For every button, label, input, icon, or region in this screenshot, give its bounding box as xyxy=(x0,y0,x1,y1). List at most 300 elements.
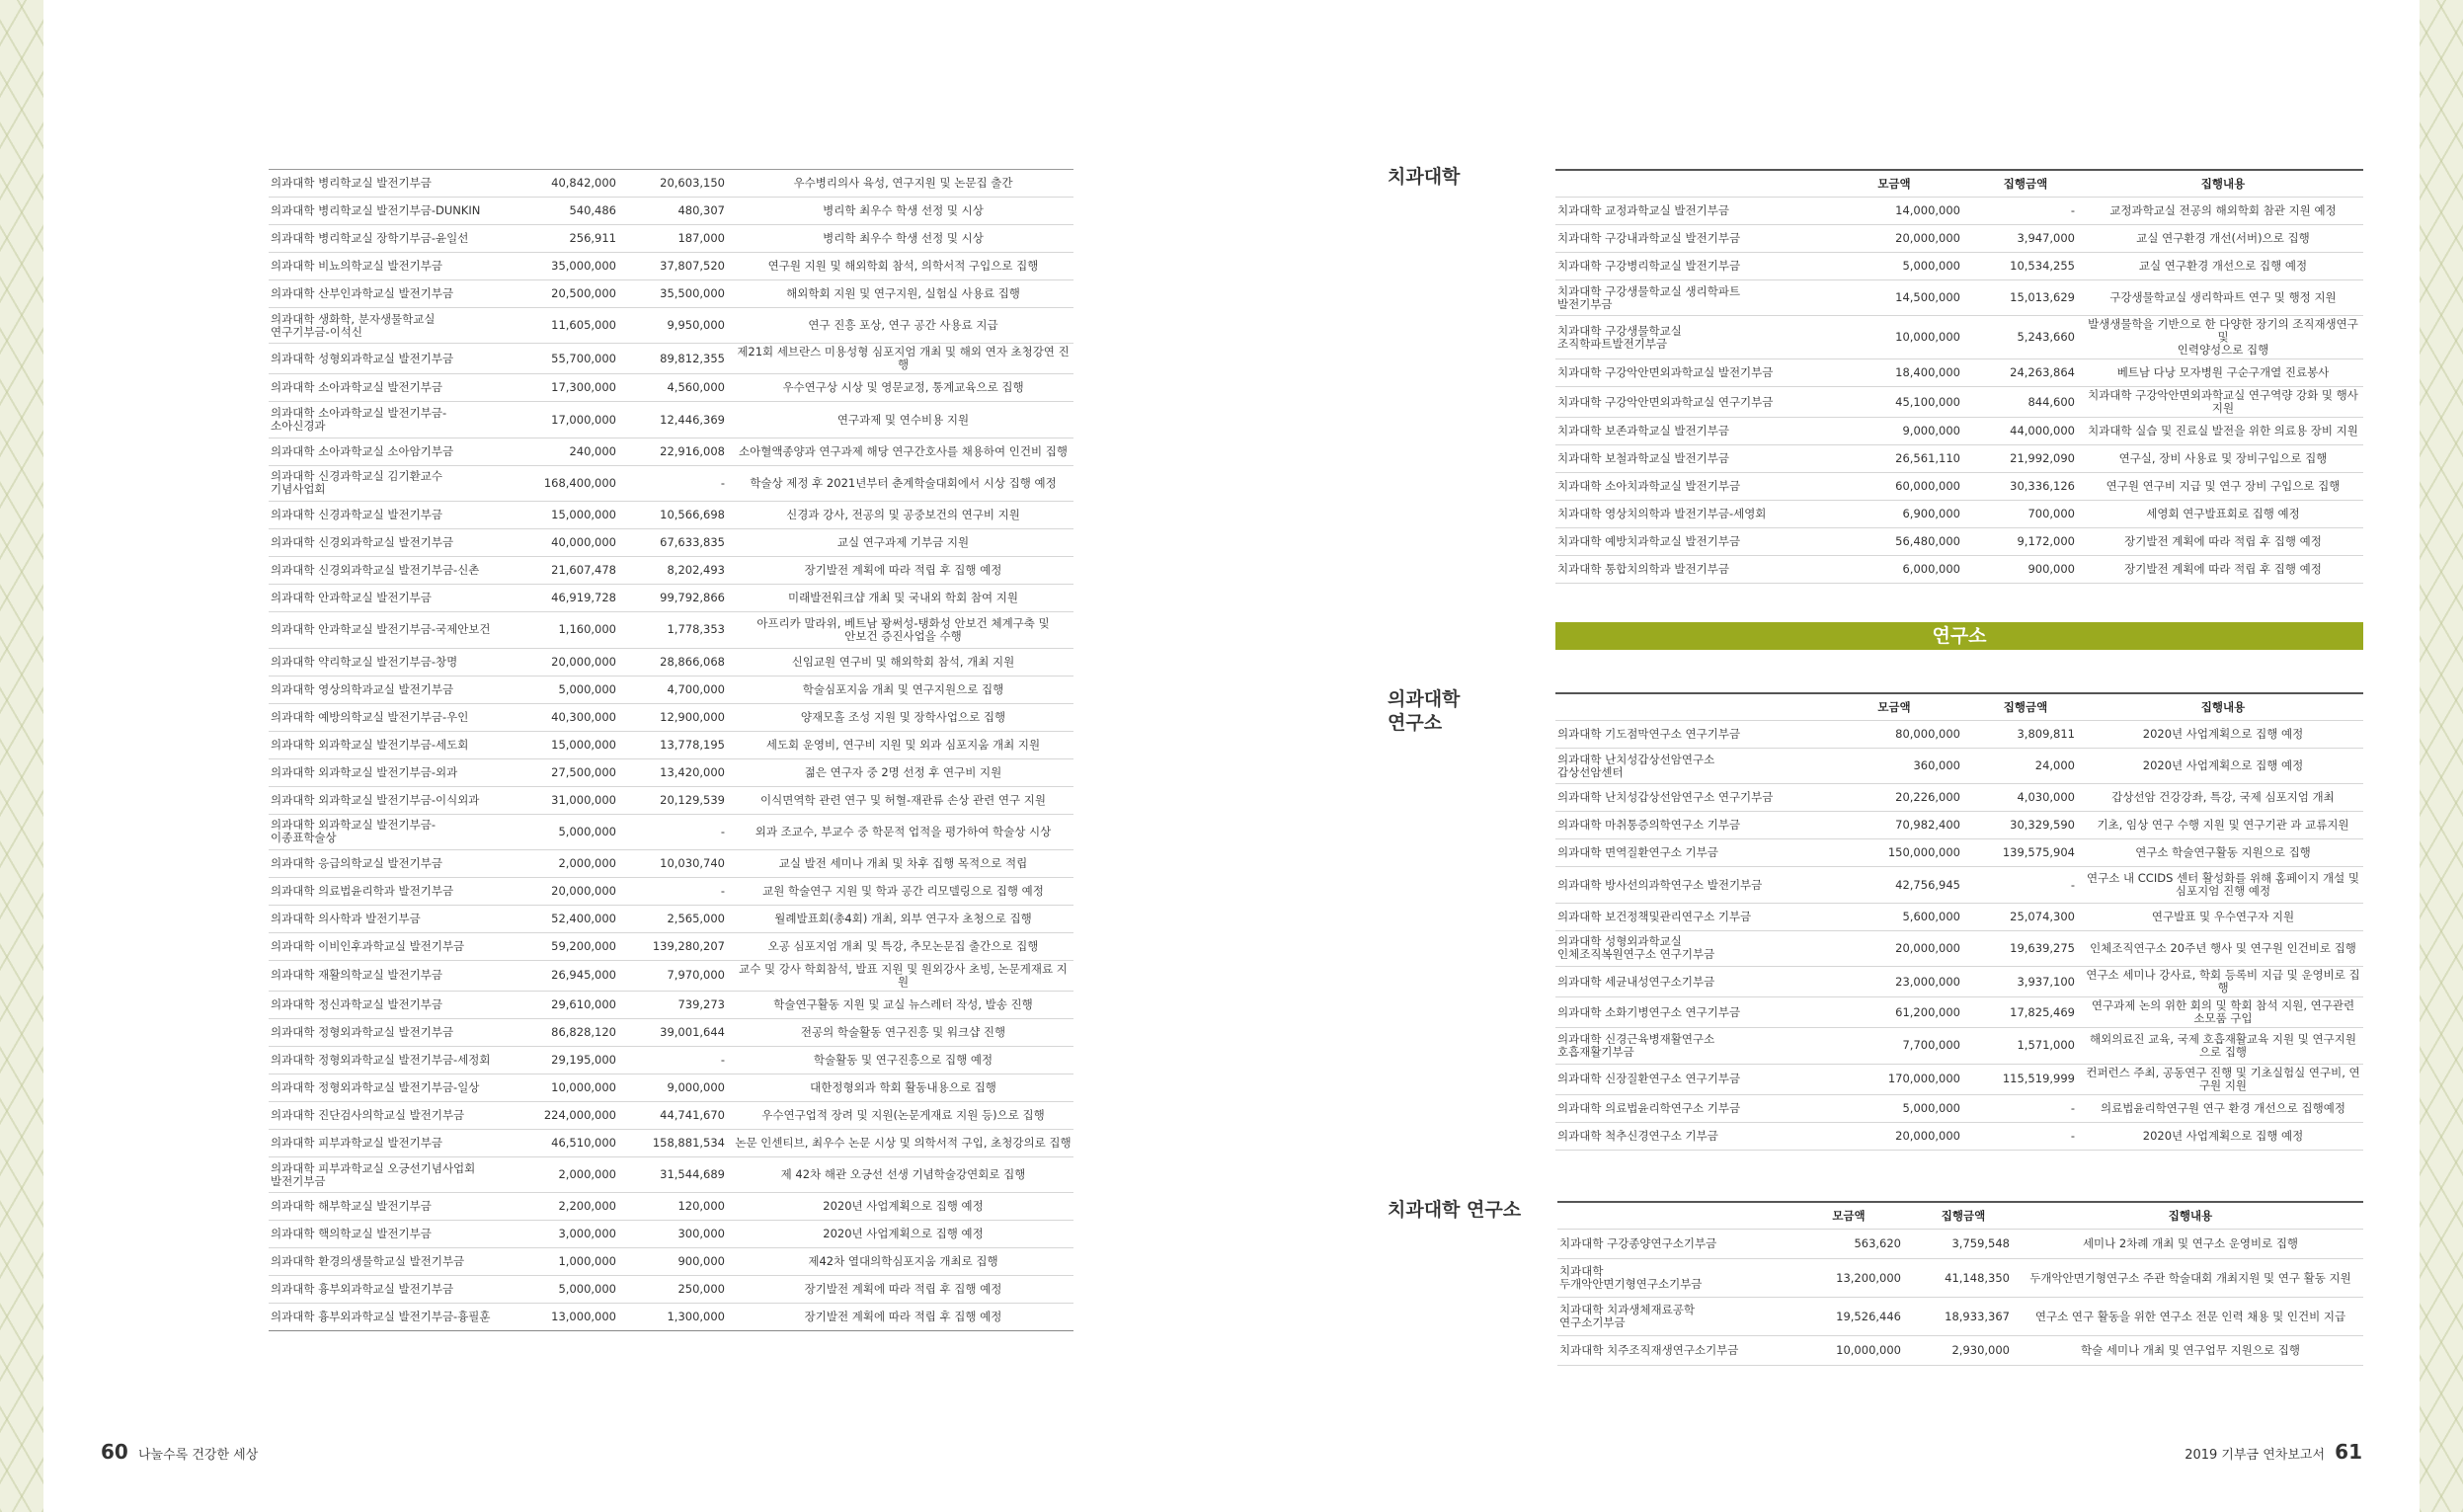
fund-name: 치과대학 두개악안면기형연구소기부금 xyxy=(1557,1259,1788,1298)
raised-amount: 256,911 xyxy=(511,225,624,253)
executed-amount: 480,307 xyxy=(624,198,733,225)
fund-name: 치과대학 구강생물학교실 생리학파트 발전기부금 xyxy=(1555,280,1820,316)
execution-detail: 제 42차 해관 오긍선 선생 기념학술강연회로 집행 xyxy=(733,1156,1073,1192)
execution-detail: 연구과제 논의 위한 회의 및 학회 참석 지원, 연구관련 소모품 구입 xyxy=(2083,997,2363,1028)
executed-amount: 3,947,000 xyxy=(1968,225,2083,253)
fund-name: 치과대학 교정과학교실 발전기부금 xyxy=(1555,198,1820,225)
executed-amount: 35,500,000 xyxy=(624,280,733,308)
raised-amount: 7,700,000 xyxy=(1820,1028,1968,1064)
institute-banner: 연구소 xyxy=(1555,622,2363,650)
executed-amount: 21,992,090 xyxy=(1968,445,2083,473)
fund-name: 의과대학 의료법윤리학과 발전기부금 xyxy=(269,877,511,905)
table-row xyxy=(1555,280,2363,316)
fund-name: 의과대학 정형외과학교실 발전기부금-세정회 xyxy=(269,1046,511,1074)
execution-detail: 제42차 열대의학심포지움 개최로 집행 xyxy=(733,1248,1073,1276)
fund-name: 의과대학 의료법윤리학연구소 기부금 xyxy=(1555,1094,1820,1122)
execution-detail: 학술 세미나 개최 및 연구업무 지원으로 집행 xyxy=(2018,1336,2363,1366)
executed-amount: 900,000 xyxy=(624,1248,733,1276)
raised-amount: 20,226,000 xyxy=(1820,784,1968,812)
raised-amount: 13,000,000 xyxy=(511,1304,624,1331)
fund-name: 의과대학 안과학교실 발전기부금 xyxy=(269,585,511,612)
table-row xyxy=(269,374,1073,402)
raised-amount: 42,756,945 xyxy=(1820,867,1968,903)
fund-name: 치과대학 구강악안면외과학교실 발전기부금 xyxy=(1555,359,1820,387)
left-page-edge-pattern xyxy=(0,0,43,1512)
executed-amount: - xyxy=(1968,867,2083,903)
executed-amount: 15,013,629 xyxy=(1968,280,2083,316)
execution-detail: 장기발전 계획에 따라 적립 후 집행 예정 xyxy=(2083,556,2363,584)
raised-amount: 10,000,000 xyxy=(511,1074,624,1101)
right-footer xyxy=(2185,1440,2362,1464)
fund-name: 의과대학 의사학과 발전기부금 xyxy=(269,905,511,932)
raised-amount: 224,000,000 xyxy=(511,1101,624,1129)
execution-detail: 월례발표회(총4회) 개최, 외부 연구자 초청으로 집행 xyxy=(733,905,1073,932)
execution-detail: 의료법윤리학연구원 연구 환경 개선으로 집행예정 xyxy=(2083,1094,2363,1122)
fund-name: 의과대학 재활의학교실 발전기부금 xyxy=(269,960,511,991)
execution-detail: 아프리카 말라위, 베트남 꽝써성-탱화성 안보건 체계구축 및 안보건 증진사업을 수행 xyxy=(733,612,1073,648)
fund-name: 의과대학 흉부외과학교실 발전기부금-흉필훈 xyxy=(269,1304,511,1331)
execution-detail: 2020년 사업계획으로 집행 예정 xyxy=(2083,1122,2363,1150)
header-executed-amount: 집행금액 xyxy=(1909,1202,2018,1230)
raised-amount: 3,000,000 xyxy=(511,1221,624,1248)
fund-name: 의과대학 정신과학교실 발전기부금 xyxy=(269,991,511,1018)
raised-amount: 360,000 xyxy=(1820,749,1968,784)
raised-amount: 27,500,000 xyxy=(511,758,624,786)
table-row xyxy=(1555,997,2363,1028)
table-row xyxy=(269,932,1073,960)
table-row xyxy=(1555,784,2363,812)
table-row xyxy=(1555,528,2363,556)
executed-amount: 9,950,000 xyxy=(624,308,733,344)
execution-detail: 인체조직연구소 20주년 행사 및 연구원 인건비로 집행 xyxy=(2083,930,2363,966)
executed-amount: 13,778,195 xyxy=(624,731,733,758)
execution-detail: 연구소 학술연구활동 지원으로 집행 xyxy=(2083,839,2363,867)
table-row xyxy=(1555,501,2363,528)
executed-amount: 9,000,000 xyxy=(624,1074,733,1101)
fund-name: 치과대학 소아치과학교실 발전기부금 xyxy=(1555,473,1820,501)
table-row xyxy=(1555,903,2363,930)
execution-detail: 연구원 연구비 지급 및 연구 장비 구입으로 집행 xyxy=(2083,473,2363,501)
dental-section-label: 치과대학 xyxy=(1388,166,1461,188)
executed-amount: 900,000 xyxy=(1968,556,2083,584)
raised-amount: 46,510,000 xyxy=(511,1129,624,1156)
fund-name: 의과대학 응급의학교실 발전기부금 xyxy=(269,849,511,877)
fund-name: 치과대학 보존과학교실 발전기부금 xyxy=(1555,418,1820,445)
fund-name: 의과대학 난치성갑상선암연구소 갑상선암센터 xyxy=(1555,749,1820,784)
table-row xyxy=(269,1276,1073,1304)
raised-amount: 14,000,000 xyxy=(1820,198,1968,225)
header-raised-amount: 모금액 xyxy=(1820,693,1968,721)
executed-amount: 28,866,068 xyxy=(624,648,733,676)
execution-detail: 젊은 연구자 중 2명 선정 후 연구비 지원 xyxy=(733,758,1073,786)
execution-detail: 외과 조교수, 부교수 중 학문적 업적을 평가하여 학술상 시상 xyxy=(733,814,1073,849)
fund-name: 의과대학 해부학교실 발전기부금 xyxy=(269,1193,511,1221)
table-row xyxy=(269,1193,1073,1221)
execution-detail: 세영회 연구발표회로 집행 예정 xyxy=(2083,501,2363,528)
raised-amount: 23,000,000 xyxy=(1820,967,1968,997)
fund-name: 의과대학 외과학교실 발전기부금- 이종표학술상 xyxy=(269,814,511,849)
execution-detail: 교실 연구환경 개선(서버)으로 집행 xyxy=(2083,225,2363,253)
table-row xyxy=(269,529,1073,557)
fund-name: 의과대학 신경외과학교실 발전기부금-신촌 xyxy=(269,557,511,585)
raised-amount: 10,000,000 xyxy=(1820,316,1968,359)
raised-amount: 18,400,000 xyxy=(1820,359,1968,387)
execution-detail: 교실 발전 세미나 개최 및 차후 집행 목적으로 적립 xyxy=(733,849,1073,877)
executed-amount: 2,565,000 xyxy=(624,905,733,932)
execution-detail: 치과대학 실습 및 진료실 발전을 위한 의료용 장비 지원 xyxy=(2083,418,2363,445)
table-row xyxy=(1557,1336,2363,1366)
fund-name: 의과대학 방사선의과학연구소 발전기부금 xyxy=(1555,867,1820,903)
execution-detail: 2020년 사업계획으로 집행 예정 xyxy=(2083,721,2363,749)
executed-amount: 20,129,539 xyxy=(624,786,733,814)
fund-name: 의과대학 약리학교실 발전기부금-창명 xyxy=(269,648,511,676)
table-row xyxy=(269,960,1073,991)
raised-amount: 56,480,000 xyxy=(1820,528,1968,556)
executed-amount: 1,778,353 xyxy=(624,612,733,648)
execution-detail: 연구소 내 CCIDS 센터 활성화를 위해 홈페이지 개설 및 심포지엄 진행 예정 xyxy=(2083,867,2363,903)
table-row xyxy=(269,1129,1073,1156)
executed-amount: 139,280,207 xyxy=(624,932,733,960)
raised-amount: 20,000,000 xyxy=(511,877,624,905)
fund-name: 의과대학 피부과학교실 오긍선기념사업회 발전기부금 xyxy=(269,1156,511,1192)
fund-name: 의과대학 영상의학과교실 발전기부금 xyxy=(269,676,511,703)
table-row xyxy=(269,253,1073,280)
execution-detail: 연구소 세미나 강사료, 학회 등록비 지급 및 운영비로 집행 xyxy=(2083,967,2363,997)
execution-detail: 연구실, 장비 사용료 및 장비구입으로 집행 xyxy=(2083,445,2363,473)
table-row xyxy=(1555,967,2363,997)
table-row xyxy=(269,557,1073,585)
table-row xyxy=(269,786,1073,814)
table-row xyxy=(1555,930,2363,966)
table-row xyxy=(269,344,1073,374)
raised-amount: 61,200,000 xyxy=(1820,997,1968,1028)
executed-amount: 20,603,150 xyxy=(624,170,733,198)
execution-detail: 신임교원 연구비 및 해외학회 참석, 개최 지원 xyxy=(733,648,1073,676)
fund-name: 의과대학 산부인과학교실 발전기부금 xyxy=(269,280,511,308)
executed-amount: 2,930,000 xyxy=(1909,1336,2018,1366)
raised-amount: 13,200,000 xyxy=(1788,1259,1909,1298)
left-page-number: 60 xyxy=(101,1440,128,1464)
executed-amount: 13,420,000 xyxy=(624,758,733,786)
fund-name: 의과대학 안과학교실 발전기부금-국제안보건 xyxy=(269,612,511,648)
raised-amount: 29,610,000 xyxy=(511,991,624,1018)
execution-detail: 연구소 연구 활동을 위한 연구소 전문 인력 채용 및 인건비 지급 xyxy=(2018,1298,2363,1336)
table-row xyxy=(269,849,1073,877)
fund-name: 의과대학 병리학교실 발전기부금-DUNKIN xyxy=(269,198,511,225)
table-row xyxy=(1555,556,2363,584)
execution-detail: 장기발전 계획에 따라 적립 후 집행 예정 xyxy=(2083,528,2363,556)
raised-amount: 21,607,478 xyxy=(511,557,624,585)
executed-amount: 30,336,126 xyxy=(1968,473,2083,501)
fund-name: 의과대학 난치성갑상선암연구소 연구기부금 xyxy=(1555,784,1820,812)
execution-detail: 기초, 임상 연구 수행 지원 및 연구기관 과 교류지원 xyxy=(2083,812,2363,839)
raised-amount: 15,000,000 xyxy=(511,731,624,758)
executed-amount: 8,202,493 xyxy=(624,557,733,585)
table-row xyxy=(269,877,1073,905)
table-row xyxy=(1555,867,2363,903)
fund-name: 치과대학 예방치과학교실 발전기부금 xyxy=(1555,528,1820,556)
executed-amount: 22,916,008 xyxy=(624,438,733,465)
fund-name: 의과대학 이비인후과학교실 발전기부금 xyxy=(269,932,511,960)
raised-amount: 40,000,000 xyxy=(511,529,624,557)
raised-amount: 5,000,000 xyxy=(511,1276,624,1304)
execution-detail: 장기발전 계획에 따라 적립 후 집행 예정 xyxy=(733,557,1073,585)
raised-amount: 17,300,000 xyxy=(511,374,624,402)
table-row xyxy=(1555,721,2363,749)
fund-name: 의과대학 병리학교실 장학기부금-윤일선 xyxy=(269,225,511,253)
raised-amount: 19,526,446 xyxy=(1788,1298,1909,1336)
execution-detail: 교실 연구과제 기부금 지원 xyxy=(733,529,1073,557)
fund-name: 의과대학 정형외과학교실 발전기부금-일상 xyxy=(269,1074,511,1101)
raised-amount: 20,000,000 xyxy=(1820,225,1968,253)
execution-detail: 교원 학술연구 지원 및 학과 공간 리모델링으로 집행 예정 xyxy=(733,877,1073,905)
table-row xyxy=(269,465,1073,501)
execution-detail: 교수 및 강사 학회참석, 발표 지원 및 원외강사 초빙, 논문게재료 지원 xyxy=(733,960,1073,991)
fund-name: 의과대학 소아과학교실 소아암기부금 xyxy=(269,438,511,465)
executed-amount: 3,809,811 xyxy=(1968,721,2083,749)
fund-name: 의과대학 핵의학교실 발전기부금 xyxy=(269,1221,511,1248)
executed-amount: 41,148,350 xyxy=(1909,1259,2018,1298)
execution-detail: 미래발전워크샵 개최 및 국내외 학회 참여 지원 xyxy=(733,585,1073,612)
fund-name: 의과대학 마취통증의학연구소 기부금 xyxy=(1555,812,1820,839)
execution-detail: 2020년 사업계획으로 집행 예정 xyxy=(733,1193,1073,1221)
executed-amount: 739,273 xyxy=(624,991,733,1018)
table-row xyxy=(1555,359,2363,387)
table-row xyxy=(269,612,1073,648)
right-page-edge-pattern xyxy=(2420,0,2463,1512)
table-row xyxy=(1555,225,2363,253)
execution-detail: 학술상 제정 후 2021년부터 춘계학술대회에서 시상 집행 예정 xyxy=(733,465,1073,501)
execution-detail: 발생생물학을 기반으로 한 다양한 장기의 조직재생연구 및 인력양성으로 집행 xyxy=(2083,316,2363,359)
execution-detail: 우수연구업적 장려 및 지원(논문게재료 지원 등)으로 집행 xyxy=(733,1101,1073,1129)
executed-amount: 4,560,000 xyxy=(624,374,733,402)
table-row xyxy=(269,991,1073,1018)
raised-amount: 168,400,000 xyxy=(511,465,624,501)
table-row xyxy=(1555,1122,2363,1150)
table-row xyxy=(269,402,1073,438)
execution-detail: 학술연구활동 지원 및 교실 뉴스레터 작성, 발송 진행 xyxy=(733,991,1073,1018)
fund-name: 의과대학 척추신경연구소 기부금 xyxy=(1555,1122,1820,1150)
fund-name: 의과대학 정형외과학교실 발전기부금 xyxy=(269,1018,511,1046)
raised-amount: 14,500,000 xyxy=(1820,280,1968,316)
table-row xyxy=(269,1018,1073,1046)
table-row xyxy=(269,438,1073,465)
execution-detail: 2020년 사업계획으로 집행 예정 xyxy=(2083,749,2363,784)
execution-detail: 우수병리의사 육성, 연구지원 및 논문집 출간 xyxy=(733,170,1073,198)
execution-detail: 교정과학교실 전공의 해외학회 참관 지원 예정 xyxy=(2083,198,2363,225)
fund-name: 치과대학 구강악안면외과학교실 연구기부금 xyxy=(1555,387,1820,418)
table-row xyxy=(269,1156,1073,1192)
raised-amount: 59,200,000 xyxy=(511,932,624,960)
raised-amount: 540,486 xyxy=(511,198,624,225)
execution-detail: 오공 심포지엄 개최 및 특강, 추모논문집 출간으로 집행 xyxy=(733,932,1073,960)
table-row xyxy=(1557,1259,2363,1298)
executed-amount: 99,792,866 xyxy=(624,585,733,612)
table-row xyxy=(269,648,1073,676)
execution-detail: 연구발표 및 우수연구자 지원 xyxy=(2083,903,2363,930)
table-row xyxy=(269,280,1073,308)
fund-name: 치과대학 치과생체재료공학 연구소기부금 xyxy=(1557,1298,1788,1336)
fund-name: 의과대학 신경과학교실 김기환교수 기념사업회 xyxy=(269,465,511,501)
raised-amount: 11,605,000 xyxy=(511,308,624,344)
raised-amount: 5,600,000 xyxy=(1820,903,1968,930)
executed-amount: - xyxy=(624,1046,733,1074)
executed-amount: 5,243,660 xyxy=(1968,316,2083,359)
fund-name: 치과대학 구강생물학교실 조직학파트발전기부금 xyxy=(1555,316,1820,359)
fund-name: 의과대학 병리학교실 발전기부금 xyxy=(269,170,511,198)
raised-amount: 5,000,000 xyxy=(511,814,624,849)
raised-amount: 6,900,000 xyxy=(1820,501,1968,528)
table-row xyxy=(269,676,1073,703)
executed-amount: 1,571,000 xyxy=(1968,1028,2083,1064)
fund-name: 의과대학 신경외과학교실 발전기부금 xyxy=(269,529,511,557)
executed-amount: 12,446,369 xyxy=(624,402,733,438)
left-footer-title: 나눌수록 건강한 세상 xyxy=(137,1448,259,1463)
raised-amount: 20,000,000 xyxy=(1820,930,1968,966)
header-executed-amount: 집행금액 xyxy=(1968,170,2083,198)
executed-amount: 158,881,534 xyxy=(624,1129,733,1156)
table-row xyxy=(269,703,1073,731)
raised-amount: 5,000,000 xyxy=(1820,1094,1968,1122)
raised-amount: 170,000,000 xyxy=(1820,1064,1968,1094)
table-row xyxy=(1555,198,2363,225)
fund-name: 치과대학 구강내과학교실 발전기부금 xyxy=(1555,225,1820,253)
execution-detail: 신경과 강사, 전공의 및 공중보건의 연구비 지원 xyxy=(733,502,1073,529)
execution-detail: 전공의 학술활동 연구진흥 및 워크샵 진행 xyxy=(733,1018,1073,1046)
execution-detail: 갑상선암 건강강좌, 특강, 국제 심포지엄 개최 xyxy=(2083,784,2363,812)
fund-name: 치과대학 통합치의학과 발전기부금 xyxy=(1555,556,1820,584)
execution-detail: 학술심포지움 개최 및 연구지원으로 집행 xyxy=(733,676,1073,703)
medical-school-donation-table xyxy=(269,169,1073,1331)
execution-detail: 우수연구상 시상 및 영문교정, 통계교육으로 집행 xyxy=(733,374,1073,402)
raised-amount: 1,160,000 xyxy=(511,612,624,648)
fund-name: 의과대학 신경과학교실 발전기부금 xyxy=(269,502,511,529)
fund-name: 의과대학 세균내성연구소기부금 xyxy=(1555,967,1820,997)
header-execution-detail: 집행내용 xyxy=(2083,170,2363,198)
executed-amount: - xyxy=(1968,1094,2083,1122)
fund-name: 의과대학 흉부외과학교실 발전기부금 xyxy=(269,1276,511,1304)
table-row xyxy=(1555,839,2363,867)
fund-name: 치과대학 구강병리학교실 발전기부금 xyxy=(1555,253,1820,280)
dental-school-donation-table xyxy=(1555,169,2363,584)
executed-amount: 1,300,000 xyxy=(624,1304,733,1331)
table-row xyxy=(269,814,1073,849)
fund-name: 의과대학 면역질환연구소 기부금 xyxy=(1555,839,1820,867)
execution-detail: 병리학 최우수 학생 선정 및 시상 xyxy=(733,225,1073,253)
executed-amount: - xyxy=(1968,1122,2083,1150)
fund-name: 의과대학 예방의학교실 발전기부금-우인 xyxy=(269,703,511,731)
execution-detail: 장기발전 계획에 따라 적립 후 집행 예정 xyxy=(733,1276,1073,1304)
execution-detail: 연구과제 및 연수비용 지원 xyxy=(733,402,1073,438)
raised-amount: 55,700,000 xyxy=(511,344,624,374)
execution-detail: 논문 인센티브, 최우수 논문 시상 및 의학서적 구입, 초청강의로 집행 xyxy=(733,1129,1073,1156)
executed-amount: 44,000,000 xyxy=(1968,418,2083,445)
table-row xyxy=(269,1101,1073,1129)
table-row xyxy=(269,1304,1073,1331)
right-page-number: 61 xyxy=(2335,1440,2362,1464)
table-row xyxy=(269,198,1073,225)
execution-detail: 세미나 2차례 개최 및 연구소 운영비로 집행 xyxy=(2018,1230,2363,1259)
executed-amount: 24,263,864 xyxy=(1968,359,2083,387)
header-raised-amount: 모금액 xyxy=(1820,170,1968,198)
execution-detail: 소아혈액종양과 연구과제 해당 연구간호사를 채용하여 인건비 집행 xyxy=(733,438,1073,465)
fund-name: 치과대학 치주조직재생연구소기부금 xyxy=(1557,1336,1788,1366)
table-row xyxy=(269,1248,1073,1276)
fund-name: 의과대학 피부과학교실 발전기부금 xyxy=(269,1129,511,1156)
fund-name: 의과대학 외과학교실 발전기부금-외과 xyxy=(269,758,511,786)
raised-amount: 52,400,000 xyxy=(511,905,624,932)
header-execution-detail: 집행내용 xyxy=(2083,693,2363,721)
table-row xyxy=(1555,387,2363,418)
table-row xyxy=(1555,1028,2363,1064)
table-row xyxy=(269,308,1073,344)
fund-name: 치과대학 보철과학교실 발전기부금 xyxy=(1555,445,1820,473)
execution-detail: 두개악안면기형연구소 주관 학술대회 개최지원 및 연구 활동 지원 xyxy=(2018,1259,2363,1298)
executed-amount: 300,000 xyxy=(624,1221,733,1248)
table-row xyxy=(269,1046,1073,1074)
executed-amount: 12,900,000 xyxy=(624,703,733,731)
header-execution-detail: 집행내용 xyxy=(2018,1202,2363,1230)
executed-amount: 18,933,367 xyxy=(1909,1298,2018,1336)
table-row xyxy=(1557,1298,2363,1336)
fund-name: 의과대학 신경근육병재활연구소 호흡재활기부금 xyxy=(1555,1028,1820,1064)
execution-detail: 치과대학 구강악안면외과학교실 연구역량 강화 및 행사 지원 xyxy=(2083,387,2363,418)
execution-detail: 컨퍼런스 주최, 공동연구 진행 및 기초실험실 연구비, 연구원 지원 xyxy=(2083,1064,2363,1094)
execution-detail: 병리학 최우수 학생 선정 및 시상 xyxy=(733,198,1073,225)
executed-amount: 89,812,355 xyxy=(624,344,733,374)
fund-name: 의과대학 기도점막연구소 연구기부금 xyxy=(1555,721,1820,749)
raised-amount: 2,200,000 xyxy=(511,1193,624,1221)
raised-amount: 20,500,000 xyxy=(511,280,624,308)
header-name xyxy=(1555,170,1820,198)
execution-detail: 2020년 사업계획으로 집행 예정 xyxy=(733,1221,1073,1248)
executed-amount: 700,000 xyxy=(1968,501,2083,528)
executed-amount: 10,534,255 xyxy=(1968,253,2083,280)
executed-amount: 37,807,520 xyxy=(624,253,733,280)
executed-amount: 9,172,000 xyxy=(1968,528,2083,556)
raised-amount: 9,000,000 xyxy=(1820,418,1968,445)
dental-institute-section-label: 치과대학 연구소 xyxy=(1388,1199,1522,1221)
execution-detail: 세도회 운영비, 연구비 지원 및 외과 심포지움 개최 지원 xyxy=(733,731,1073,758)
execution-detail: 해외학회 지원 및 연구지원, 실험실 사용료 집행 xyxy=(733,280,1073,308)
table-row xyxy=(1555,749,2363,784)
med-institute-section-label: 의과대학 연구소 xyxy=(1388,688,1461,734)
executed-amount: 3,937,100 xyxy=(1968,967,2083,997)
table-row xyxy=(1555,812,2363,839)
executed-amount: 115,519,999 xyxy=(1968,1064,2083,1094)
executed-amount: 4,030,000 xyxy=(1968,784,2083,812)
fund-name: 의과대학 신장질환연구소 연구기부금 xyxy=(1555,1064,1820,1094)
execution-detail: 양재모홀 조성 지원 및 장학사업으로 집행 xyxy=(733,703,1073,731)
raised-amount: 563,620 xyxy=(1788,1230,1909,1259)
fund-name: 의과대학 소화기병연구소 연구기부금 xyxy=(1555,997,1820,1028)
executed-amount: - xyxy=(624,877,733,905)
executed-amount: - xyxy=(1968,198,2083,225)
raised-amount: 5,000,000 xyxy=(511,676,624,703)
raised-amount: 150,000,000 xyxy=(1820,839,1968,867)
raised-amount: 2,000,000 xyxy=(511,849,624,877)
header-name xyxy=(1555,693,1820,721)
fund-name: 의과대학 생화학, 분자생물학교실 연구기부금-이석신 xyxy=(269,308,511,344)
executed-amount: 120,000 xyxy=(624,1193,733,1221)
table-row xyxy=(269,905,1073,932)
executed-amount: 31,544,689 xyxy=(624,1156,733,1192)
medical-institute-donation-table xyxy=(1555,692,2363,1151)
raised-amount: 40,300,000 xyxy=(511,703,624,731)
fund-name: 의과대학 소아과학교실 발전기부금- 소아신경과 xyxy=(269,402,511,438)
raised-amount: 15,000,000 xyxy=(511,502,624,529)
execution-detail: 장기발전 계획에 따라 적립 후 집행 예정 xyxy=(733,1304,1073,1331)
